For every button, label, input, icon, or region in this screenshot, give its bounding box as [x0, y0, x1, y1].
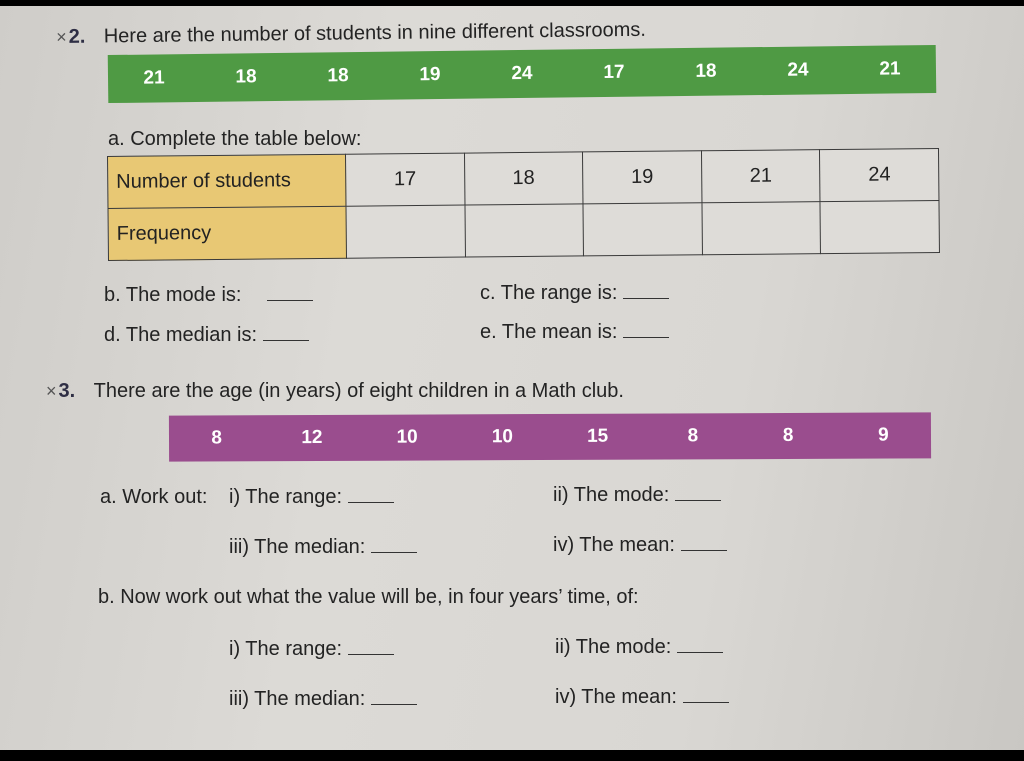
value-cell: 24 [511, 62, 533, 85]
cross-mark-icon: × [56, 26, 67, 47]
table-cell: 18 [464, 152, 583, 205]
answer-blank[interactable] [371, 690, 417, 705]
value-cell: 19 [419, 63, 441, 86]
part-c-range [480, 282, 669, 305]
part-b-mode [104, 284, 313, 307]
q3-part-a-label: a. Work out: [100, 486, 208, 508]
q3b-median-label: iii) The median: [229, 688, 366, 710]
classroom-values-band [108, 45, 937, 103]
answer-blank[interactable] [681, 536, 727, 551]
table-cell: 19 [583, 151, 702, 204]
frequency-input-cell[interactable] [820, 201, 939, 254]
table-cell: 21 [701, 150, 820, 203]
question-2-heading [56, 19, 646, 49]
value-cell: 8 [782, 424, 794, 446]
table-cell: 24 [820, 149, 939, 202]
q3b-mean [555, 686, 729, 709]
question-3-heading [46, 380, 624, 403]
answer-blank[interactable] [267, 286, 313, 301]
row-header-frequency: Frequency [108, 206, 346, 260]
q3b-median [229, 688, 417, 711]
q3b-mode-label: ii) The mode: [555, 636, 672, 658]
answer-blank[interactable] [683, 688, 729, 703]
value-cell: 17 [603, 61, 625, 84]
answer-blank[interactable] [677, 638, 723, 653]
part-c-label: c. The range is: [480, 282, 618, 304]
cross-mark-icon: × [46, 381, 57, 401]
part-b-label: b. The mode is: [104, 284, 242, 306]
part-d-label: d. The median is: [104, 324, 258, 346]
value-cell: 21 [879, 58, 901, 80]
value-cell: 21 [143, 67, 165, 89]
frequency-input-cell[interactable] [583, 203, 702, 256]
part-e-mean [480, 321, 669, 344]
q3b-mean-label: iv) The mean: [555, 686, 677, 708]
ages-values-band [169, 412, 931, 461]
answer-blank[interactable] [675, 486, 721, 501]
q3-part-b-label: b. Now work out what the value will be, in four years’ time, of: [98, 586, 639, 608]
value-cell: 12 [301, 426, 323, 449]
value-cell: 8 [687, 425, 699, 447]
answer-blank[interactable] [348, 488, 394, 503]
q3a-range [229, 486, 394, 509]
part-e-label: e. The mean is: [480, 321, 618, 343]
answer-blank[interactable] [623, 323, 669, 338]
q3a-range-label: i) The range: [229, 486, 343, 508]
value-cell: 18 [235, 66, 257, 88]
row-header-number-of-students: Number of students [108, 154, 346, 208]
frequency-input-cell[interactable] [702, 202, 821, 255]
part-d-median [104, 324, 309, 347]
q3a-mode-label: ii) The mode: [553, 484, 670, 506]
q3a-mean-label: iv) The mean: [553, 534, 675, 556]
value-cell: 10 [396, 426, 418, 448]
q3b-mode [555, 636, 723, 659]
question-number: 3. [58, 380, 76, 402]
frequency-input-cell[interactable] [346, 205, 465, 258]
question-prompt: There are the age (in years) of eight children in a Math club. [93, 380, 624, 402]
answer-blank[interactable] [348, 640, 394, 655]
frequency-input-cell[interactable] [465, 204, 584, 257]
value-cell: 15 [586, 425, 609, 447]
answer-blank[interactable] [623, 284, 669, 299]
value-cell: 18 [327, 65, 349, 87]
table-row [108, 149, 939, 209]
answer-blank[interactable] [263, 326, 309, 341]
q3a-median [229, 536, 417, 559]
answer-blank[interactable] [371, 538, 417, 553]
question-prompt: Here are the number of students in nine different classrooms. [103, 18, 647, 48]
value-cell: 18 [695, 60, 717, 82]
q3a-mode [553, 484, 721, 507]
q3b-range [229, 638, 394, 661]
frequency-table [107, 148, 940, 261]
table-cell: 17 [345, 153, 464, 206]
table-row [108, 201, 939, 261]
q3b-range-label: i) The range: [229, 638, 343, 660]
question-number: 2. [68, 25, 86, 48]
value-cell: 10 [491, 426, 513, 448]
value-cell: 8 [211, 427, 222, 449]
q3a-median-label: iii) The median: [229, 536, 366, 558]
value-cell: 24 [787, 59, 809, 81]
value-cell: 9 [878, 424, 889, 446]
part-a-instruction: a. Complete the table below: [108, 128, 362, 150]
q3a-mean [553, 534, 727, 557]
workbook-page [0, 6, 1024, 750]
